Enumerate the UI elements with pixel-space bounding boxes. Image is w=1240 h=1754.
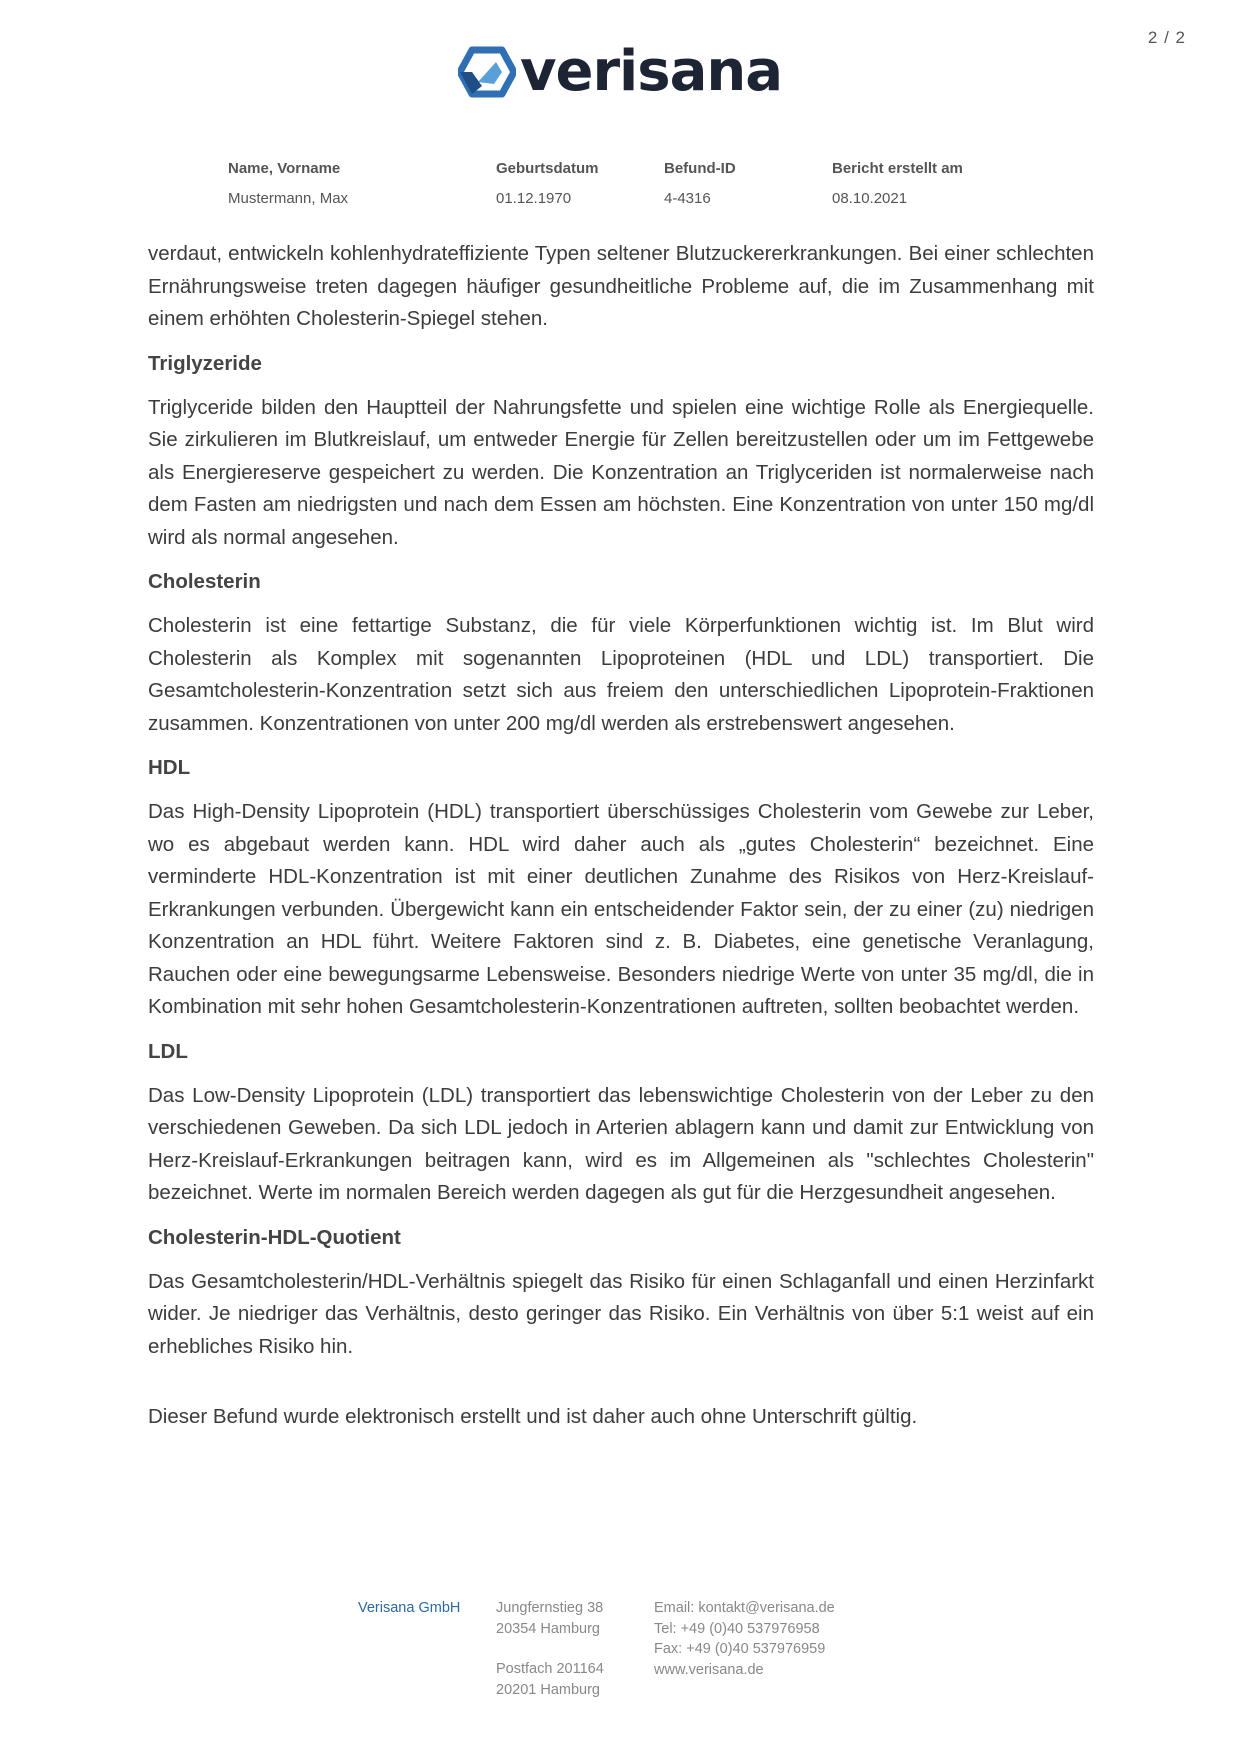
footer-company	[358, 1598, 496, 1700]
report-date: 08.10.2021	[832, 190, 908, 207]
address-street: Jungfernstieg 38	[496, 1600, 604, 1616]
contact-fax: Fax: +49 (0)40 537976959	[654, 1641, 826, 1657]
address-city: 20354 Hamburg	[496, 1620, 600, 1637]
footer-contact	[654, 1598, 854, 1700]
header-report-date: Bericht erstellt am	[832, 160, 963, 177]
header-name: Name, Vorname	[228, 160, 341, 177]
contact-email[interactable]: Email: kontakt@verisana.de	[654, 1600, 835, 1616]
section-heading-hdl: HDL	[148, 756, 191, 779]
report-body	[148, 238, 1094, 1446]
logo	[0, 39, 1240, 104]
verisana-logo-icon	[458, 46, 516, 98]
signoff-note: Dieser Befund wurde elektronisch erstellt und ist daher auch ohne Unterschrift gültig.	[148, 1405, 918, 1428]
report-id: 4-4316	[664, 190, 711, 207]
patient-info-table	[228, 160, 1032, 207]
section-text-triglyzeride: Triglyceride bilden den Hauptteil der Nahrungsfette und spielen eine wichtige Rolle als Energiequelle. Sie zirkulieren im Blutkreislauf, um entweder Energie für Zellen bereitzustellen oder um im Fettgewebe als Energiereserve gespeichert zu werden. Die Konzentration an Triglyceriden ist normalerweise nach dem Fasten am niedrigsten und nach dem Essen am höchsten. Eine Konzentration von unter 150 mg/dl wird als normal angesehen.	[148, 395, 1094, 549]
intro-paragraph: verdaut, entwickeln kohlenhydrateffiziente Typen seltener Blutzuckererkrankungen. Bei einer schlechten Ernährungsweise treten dagegen häufiger gesundheitliche Probleme auf, die im Zusammenhang mit einem erhöhten Cholesterin-Spiegel stehen.	[148, 242, 1094, 330]
page-number: 2 / 2	[1147, 28, 1186, 47]
header-report-id: Befund-ID	[664, 160, 736, 177]
patient-name: Mustermann, Max	[228, 190, 349, 207]
postbox-line1: Postfach 201164	[496, 1661, 604, 1677]
footer	[358, 1598, 854, 1700]
contact-web[interactable]: www.verisana.de	[654, 1661, 764, 1678]
brand-name: verisana	[519, 39, 783, 104]
section-text-hdl: Das High-Density Lipoprotein (HDL) transportiert überschüssiges Cholesterin vom Gewebe zur Leber, wo es abgebaut werden kann. HDL wird daher auch als „gutes Cholesterin“ bezeichnet. Eine verminderte HDL-Konzentration ist mit einer deutlichen Zunahme des Risikos von Herz-Kreislauf-Erkrankungen verbunden. Übergewicht kann ein entscheidender Faktor sein, der zu einer (zu) niedrigen Konzentration an HDL führt. Weitere Faktoren sind z. B. Diabetes, eine genetische Veranlagung, Rauchen oder eine bewegungsarme Lebensweise. Besonders niedrige Werte von unter 35 mg/dl, die in Kombination mit sehr hohen Gesamtcholesterin-Konzentrationen auftreten, sollten beobachtet werden.	[148, 800, 1094, 1018]
section-text-ldl: Das Low-Density Lipoprotein (LDL) transportiert das lebenswichtige Cholesterin von der Leber zu den verschiedenen Geweben. Da sich LDL jedoch in Arterien ablagern kann und damit zur Entwicklung von Herz-Kreislauf-Erkrankungen beitragen kann, wird es im Allgemeinen als "schlechtes Cholesterin" bezeichnet. Werte im normalen Bereich werden dagegen als gut für die Herzgesundheit angesehen.	[148, 1083, 1094, 1204]
postbox-line2: 20201 Hamburg	[496, 1681, 600, 1698]
company-name: Verisana GmbH	[358, 1600, 461, 1616]
section-text-quotient: Das Gesamtcholesterin/HDL-Verhältnis spiegelt das Risiko für einen Schlaganfall und einen Herzinfarkt wider. Je niedriger das Verhältnis, desto geringer das Risiko. Ein Verhältnis von über 5:1 weist auf ein erhebliches Risiko hin.	[148, 1269, 1094, 1358]
section-heading-cholesterin: Cholesterin	[148, 570, 261, 593]
section-text-cholesterin: Cholesterin ist eine fettartige Substanz, die für viele Körperfunktionen wichtig ist. Im Blut wird Cholesterin als Komplex mit sogenannten Lipoproteinen (HDL und LDL) transportiert. Die Gesamtcholesterin-Konzentration setzt sich aus freiem den unterschiedlichen Lipoprotein-Fraktionen zusammen. Konzentrationen von unter 200 mg/dl werden als erstrebenswert angesehen.	[148, 614, 1094, 735]
header-birthdate: Geburtsdatum	[496, 160, 599, 177]
footer-address	[496, 1598, 654, 1700]
section-heading-quotient: Cholesterin-HDL-Quotient	[148, 1225, 401, 1249]
section-heading-triglyzeride: Triglyzeride	[148, 351, 262, 375]
contact-tel: Tel: +49 (0)40 537976958	[654, 1620, 820, 1637]
patient-birthdate: 01.12.1970	[496, 190, 572, 207]
section-heading-ldl: LDL	[148, 1039, 188, 1063]
